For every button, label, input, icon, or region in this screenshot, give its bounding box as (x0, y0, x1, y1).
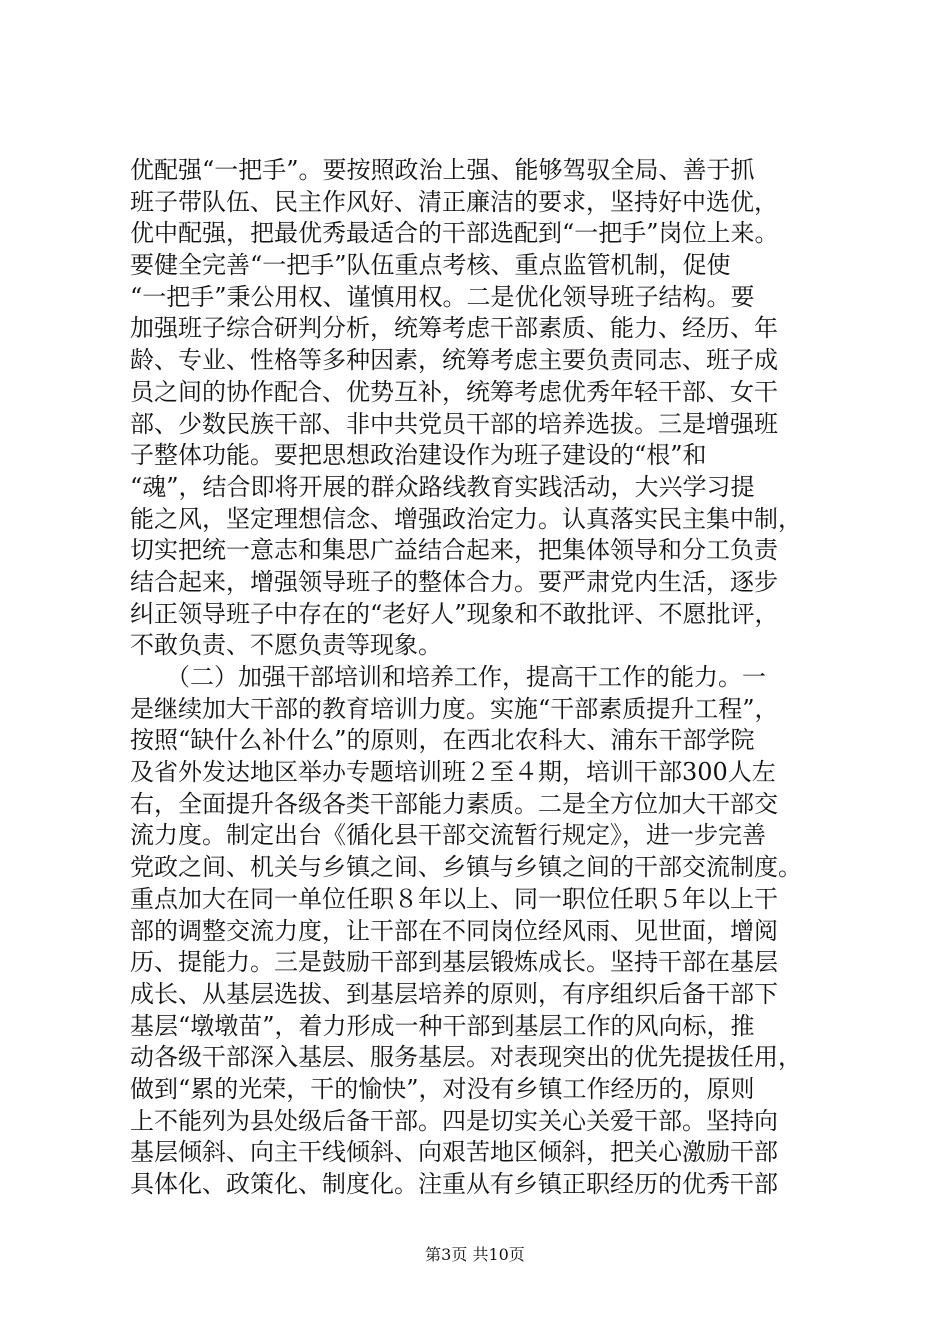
text-line: 优中配强，把最优秀最适合的干部选配到“一把手”岗位上来。 (130, 219, 779, 248)
text-line: 基层倾斜、向主干线倾斜、向艰苦地区倾斜，把关心激励干部 (130, 1138, 778, 1167)
text-line: 及省外发达地区举办专题培训班２至４期，培训干部300人左 (130, 758, 776, 787)
text-line: 做到“累的光荣，干的愉快”，对没有乡镇工作经历的，原则 (130, 1074, 755, 1103)
text-line: 加强班子综合研判分析，统筹考虑干部素质、能力、经历、年 (130, 314, 778, 343)
text-line: 成长、从基层选拔、到基层培养的原则，有序组织后备干部下 (130, 979, 778, 1008)
text-line: 重点加大在同一单位任职８年以上、同一职位任职５年以上干 (130, 884, 778, 913)
section-heading-line: （二）加强干部培训和培养工作，提高干工作的能力。一 (130, 663, 766, 691)
text-line: 龄、专业、性格等多种因素，统筹考虑主要负责同志、班子成 (130, 346, 778, 375)
text-line: 党政之间、机关与乡镇之间、乡镇与乡镇之间的干部交流制度。 (130, 853, 802, 882)
text-line: “一把手”秉公用权、谨慎用权。二是优化领导班子结构。要 (130, 282, 755, 311)
text-line: 具体化、政策化、制度化。注重从有乡镇正职经历的优秀干部 (130, 1170, 778, 1198)
text-line: 是继续加大干部的教育培训力度。实施“干部素质提升工程”， (130, 694, 779, 723)
text-line: 切实把统一意志和集思广益结合起来，把集体领导和分工负责 (130, 536, 778, 565)
text-line: 能之风，坚定理想信念、增强政治定力。认真落实民主集中制， (130, 504, 802, 533)
text-line: 按照“缺什么补什么”的原则，在西北农科大、浦东干部学院 (130, 726, 755, 755)
text-line: 纠正领导班子中存在的“老好人”现象和不敢批评、不愿批评， (130, 599, 779, 628)
text-line: 要健全完善“一把手”队伍重点考核、重点监管机制，促使 (130, 251, 731, 280)
text-line: 结合起来，增强领导班子的整体合力。要严肃党内生活，逐步 (130, 567, 778, 596)
text-line: 上不能列为县处级后备干部。四是切实关心关爱干部。坚持向 (130, 1106, 778, 1135)
text-line: 子整体功能。要把思想政治建设作为班子建设的“根”和 (130, 441, 707, 470)
text-line: 员之间的协作配合、优势互补，统筹考虑优秀年轻干部、女干 (130, 377, 778, 406)
text-line: 动各级干部深入基层、服务基层。对表现突出的优先提拔任用， (130, 1043, 802, 1072)
page-number-footer: 第3页 共10页 (425, 1245, 525, 1264)
text-line: 流力度。制定出台《循化县干部交流暂行规定》，进一步完善 (130, 821, 766, 850)
text-line: 历、提能力。三是鼓励干部到基层锻炼成长。坚持干部在基层 (130, 948, 778, 977)
text-line: 优配强“一把手”。要按照政治上强、能够驾驭全局、善于抓 (130, 156, 755, 184)
body-text (130, 155, 830, 1201)
text-line: “魂”，结合即将开展的群众路线教育实践活动，大兴学习提 (130, 472, 755, 501)
text-line: 部的调整交流力度，让干部在不同岗位经风雨、见世面，增阅 (130, 916, 778, 945)
text-line: 班子带队伍、民主作风好、清正廉洁的要求，坚持好中选优， (130, 187, 778, 216)
text-line: 不敢负责、不愿负责等现象。 (130, 631, 442, 660)
text-line: 部、少数民族干部、非中共党员干部的培养选拔。三是增强班 (130, 409, 778, 438)
text-line: 基层“墩墩苗”，着力形成一种干部到基层工作的风向标，推 (130, 1011, 755, 1040)
text-line: 右，全面提升各级各类干部能力素质。二是全方位加大干部交 (130, 789, 778, 818)
